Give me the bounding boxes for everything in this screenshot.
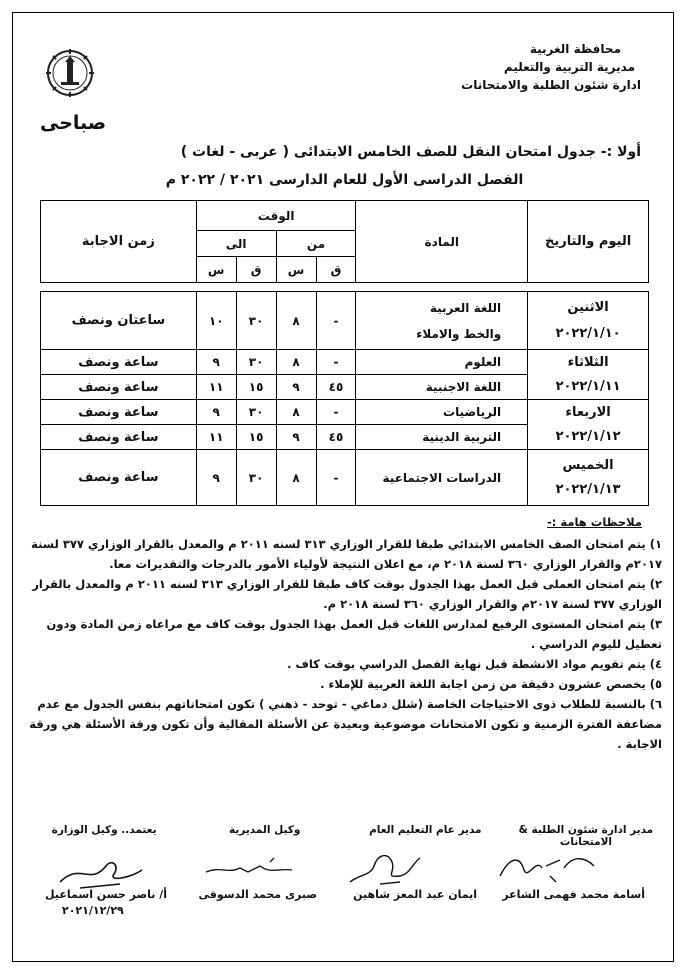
header-time: الوقت bbox=[196, 201, 356, 231]
signatory-name: أسامة محمد فهمى الشاعر bbox=[502, 888, 645, 901]
header-block bbox=[461, 40, 641, 94]
signature-mark-3 bbox=[200, 854, 310, 884]
duration-cell: ساعة ونصف bbox=[41, 450, 197, 506]
duration-cell: ساعة ونصف bbox=[41, 350, 197, 375]
page-title: أولا :- جدول امتحان النقل للصف الخامس الابتدائى ( عربى - لغات ) bbox=[180, 144, 641, 160]
table-row bbox=[41, 400, 649, 425]
note-item: ٦) بالنسبة للطلاب ذوى الاحتياجات الخاصة (شلل دماغي - توحد - ذهني ) تكون امتحاناتهم بنفس الجدول مع عدم مضاعفة الفترة الزمنية و تكون الامتحانات موضوعية وبعيدة عن الأسئلة المقالية وأن تكون ورقة الأسئلة هي ورقة الاجابة . bbox=[29, 697, 662, 751]
department-label: ادارة شئون الطلبة والامتحانات bbox=[461, 78, 641, 92]
signature-title: مدير عام التعليم العام bbox=[369, 824, 482, 836]
from-hour: ٨ bbox=[276, 292, 316, 350]
to-minute: ٣٠ bbox=[236, 292, 276, 350]
signature-title: يعتمد.. وكيل الوزارة bbox=[51, 824, 157, 836]
note-item: ٤) يتم تقويم مواد الانشطة قبل نهاية الفصل الدراسي بوقت كاف . bbox=[287, 657, 662, 671]
subject-cell: التربية الدينية bbox=[356, 425, 528, 450]
note-item: ٢) يتم امتحان العملى قبل العمل بهذا الجدول بوقت كاف طبقا للقرار الوزاري ٣١٣ لسنه ٢٠١١ م والمعدل بالقرار الوزاري ٣٧٧ لسنة ٢٠١٧م والقرار الوزاري ٣٦٠ لسنة ٢٠١٨ م. bbox=[32, 577, 662, 611]
to-hour: ١٠ bbox=[196, 292, 236, 350]
from-hour: ٨ bbox=[276, 450, 316, 506]
from-minute: - bbox=[316, 292, 356, 350]
day-name: الثلاثاء bbox=[567, 354, 609, 370]
header-from-hour: س bbox=[276, 257, 316, 283]
header-from-min: ق bbox=[316, 257, 356, 283]
table-row bbox=[41, 450, 649, 506]
to-hour: ٩ bbox=[196, 400, 236, 425]
to-hour: ٩ bbox=[196, 450, 236, 506]
day-name: الاربعاء bbox=[565, 404, 611, 420]
signature-title: مدير ادارة شئون الطلبة & الامتحانات bbox=[518, 824, 654, 848]
table-row bbox=[41, 292, 649, 350]
to-minute: ١٥ bbox=[236, 425, 276, 450]
exam-schedule-table bbox=[40, 200, 649, 506]
to-minute: ٣٠ bbox=[236, 350, 276, 375]
note-item: ٣) يتم امتحان المستوى الرفيع لمدارس اللغات قبل العمل بهذا الجدول بوقت كاف مع مراعاه زمن المادة ودون تعطيل لليوم الدراسي . bbox=[46, 617, 662, 651]
day-date-cell bbox=[528, 450, 649, 506]
subject-cell: العلوم bbox=[356, 350, 528, 375]
exam-date: ٢٠٢٢/١/١٢ bbox=[555, 428, 621, 444]
from-minute: - bbox=[316, 350, 356, 375]
to-minute: ١٥ bbox=[236, 375, 276, 400]
subject-cell bbox=[356, 292, 528, 350]
ministry-logo-icon bbox=[45, 48, 95, 98]
signature-title: وكيل المديرية bbox=[229, 824, 301, 836]
signature-mark-1 bbox=[490, 846, 610, 886]
to-hour: ١١ bbox=[196, 425, 236, 450]
subject-cell: الدراسات الاجتماعية bbox=[356, 450, 528, 506]
shift-label: صباحى bbox=[40, 112, 107, 134]
duration-cell: ساعة ونصف bbox=[41, 400, 197, 425]
directorate-label: مديرية التربية والتعليم bbox=[503, 60, 635, 74]
from-minute: ٤٥ bbox=[316, 425, 356, 450]
subject-cell: اللغة الاجنبية bbox=[356, 375, 528, 400]
notes-section bbox=[28, 512, 662, 754]
from-hour: ٨ bbox=[276, 350, 316, 375]
signatory-name: ايمان عبد المعز شاهين bbox=[353, 888, 477, 901]
exam-date: ٢٠٢٢/١/١٠ bbox=[555, 325, 621, 341]
from-minute: ٤٥ bbox=[316, 375, 356, 400]
duration-cell: ساعتان ونصف bbox=[41, 292, 197, 350]
signature-mark-2 bbox=[340, 846, 430, 890]
exam-date: ٢٠٢٢/١/١٣ bbox=[555, 481, 621, 497]
governorate-label: محافظة الغربية bbox=[529, 42, 621, 56]
from-hour: ٩ bbox=[276, 375, 316, 400]
subject-name-continued: والخط والاملاء bbox=[416, 326, 502, 341]
note-item: ١) يتم امتحان الصف الخامس الابتدائي طبقا للقرار الوزاري ٣١٣ لسنه ٢٠١١ م والمعدل بالقرار الوزاري ٣٧٧ لسنة ٢٠١٧م والقرار الوزاري ٣٦٠ لسنة ٢٠١٨ م، مع اعلان النتيجة لأولياء الأمور بالدرجات والتقديرات معا. bbox=[31, 537, 662, 571]
duration-cell: ساعة ونصف bbox=[41, 425, 197, 450]
to-hour: ١١ bbox=[196, 375, 236, 400]
day-date-cell bbox=[528, 400, 649, 450]
note-item: ٥) يخصص عشرون دقيقة من زمن اجابة اللغة العربية للإملاء . bbox=[320, 677, 662, 691]
subject-name: اللغة العربية bbox=[429, 300, 502, 315]
from-minute: - bbox=[316, 400, 356, 425]
header-subject: المادة bbox=[356, 201, 528, 283]
to-minute: ٣٠ bbox=[236, 400, 276, 425]
to-hour: ٩ bbox=[196, 350, 236, 375]
signatory-name: أ/ ناصر حسن اسماعيل bbox=[45, 888, 167, 901]
signatory-name: صبرى محمد الدسوقى bbox=[198, 888, 317, 901]
header-to-min: ق bbox=[236, 257, 276, 283]
subject-cell: الرياضيات bbox=[356, 400, 528, 425]
from-minute: - bbox=[316, 450, 356, 506]
to-minute: ٣٠ bbox=[236, 450, 276, 506]
header-duration: زمن الاجابة bbox=[41, 201, 197, 283]
header-day-date: اليوم والتاريخ bbox=[528, 201, 649, 283]
exam-date: ٢٠٢٢/١/١١ bbox=[555, 378, 621, 394]
table-row bbox=[41, 350, 649, 375]
notes-heading: ملاحظات هامة :- bbox=[547, 515, 642, 529]
header-from: من bbox=[276, 231, 356, 257]
day-name: الخميس bbox=[562, 457, 614, 473]
header-to-hour: س bbox=[196, 257, 236, 283]
header-to: الى bbox=[196, 231, 276, 257]
from-hour: ٨ bbox=[276, 400, 316, 425]
signature-titles bbox=[28, 824, 662, 848]
day-name: الاثنين bbox=[567, 299, 609, 315]
from-hour: ٩ bbox=[276, 425, 316, 450]
duration-cell: ساعة ونصف bbox=[41, 375, 197, 400]
handwritten-date: ٢٠٢١/١٢/٢٩ bbox=[62, 904, 124, 917]
day-date-cell bbox=[528, 292, 649, 350]
page-subtitle: الفصل الدراسى الأول للعام الدارسى ٢٠٢١ / ٢٠٢٢ م bbox=[165, 172, 524, 188]
day-date-cell bbox=[528, 350, 649, 400]
